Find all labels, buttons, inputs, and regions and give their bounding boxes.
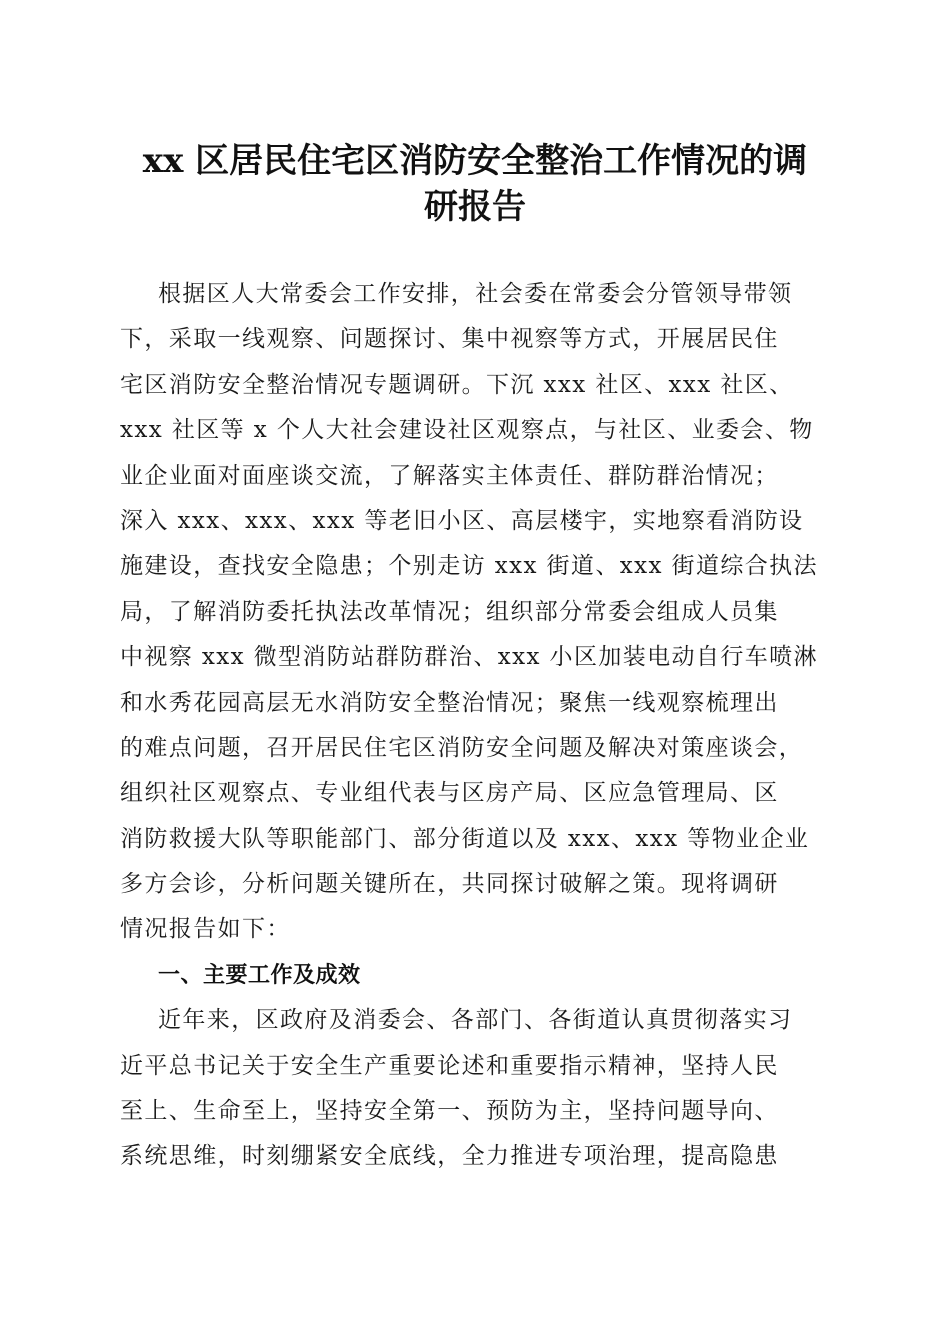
paragraph-line: 组织社区观察点、专业组代表与区房产局、区应急管理局、区 (120, 780, 779, 807)
paragraph-line: 的难点问题，召开居民住宅区消防安全问题及解决对策座谈会， (120, 734, 804, 761)
paragraph-line: 根据区人大常委会工作安排，社会委在常委会分管领导带领 (158, 281, 793, 307)
paragraph-section1 (120, 998, 832, 1180)
paragraph-line: 施建设，查找安全隐患；个别走访 xxx 街道、xxx 街道综合执法 (120, 553, 818, 580)
paragraph-line: 至上、生命至上，坚持安全第一、预防为主，坚持问题导向、 (120, 1098, 779, 1125)
paragraph-line: 系统思维，时刻绷紧安全底线，全力推进专项治理，提高隐患 (120, 1143, 779, 1170)
paragraph-line: 消防救援大队等职能部门、部分街道以及 xxx、xxx 等物业企业 (120, 825, 810, 852)
paragraph-line: 情况报告如下： (120, 916, 291, 943)
paragraph-line: 深入 xxx、xxx、xxx 等老旧小区、高层楼宇，实地察看消防设 (120, 507, 804, 534)
paragraph-line: 和水秀花园高层无水消防安全整治情况；聚焦一线观察梳理出 (120, 689, 779, 716)
paragraph-line: 宅区消防安全整治情况专题调研。下沉 xxx 社区、xxx 社区、 (120, 371, 794, 398)
document-title (100, 138, 850, 230)
paragraph-line: 中视察 xxx 微型消防站群防群治、xxx 小区加装电动自行车喷淋 (120, 644, 818, 671)
paragraph-intro (120, 272, 832, 953)
document-body (120, 272, 832, 1180)
paragraph-line: 局，了解消防委托执法改革情况；组织部分常委会组成人员集 (120, 598, 779, 625)
paragraph-line: 下，采取一线观察、问题探讨、集中视察等方式，开展居民住 (120, 326, 779, 353)
section-heading: 一、主要工作及成效 (158, 962, 361, 988)
paragraph-line: xxx 社区等 x 个人大社会建设社区观察点，与社区、业委会、物 (120, 417, 814, 444)
paragraph-line: 业企业面对面座谈交流，了解落实主体责任、群防群治情况； (120, 462, 779, 489)
paragraph-line: 近年来，区政府及消委会、各部门、各街道认真贯彻落实习 (158, 1007, 793, 1034)
paragraph-line: 多方会诊，分析问题关键所在，共同探讨破解之策。现将调研 (120, 871, 779, 898)
title-line: 研报告 (424, 187, 526, 227)
title-line: xx 区居民住宅区消防安全整治工作情况的调 (142, 141, 808, 181)
paragraph-line: 近平总书记关于安全生产重要论述和重要指示精神，坚持人民 (120, 1052, 779, 1079)
